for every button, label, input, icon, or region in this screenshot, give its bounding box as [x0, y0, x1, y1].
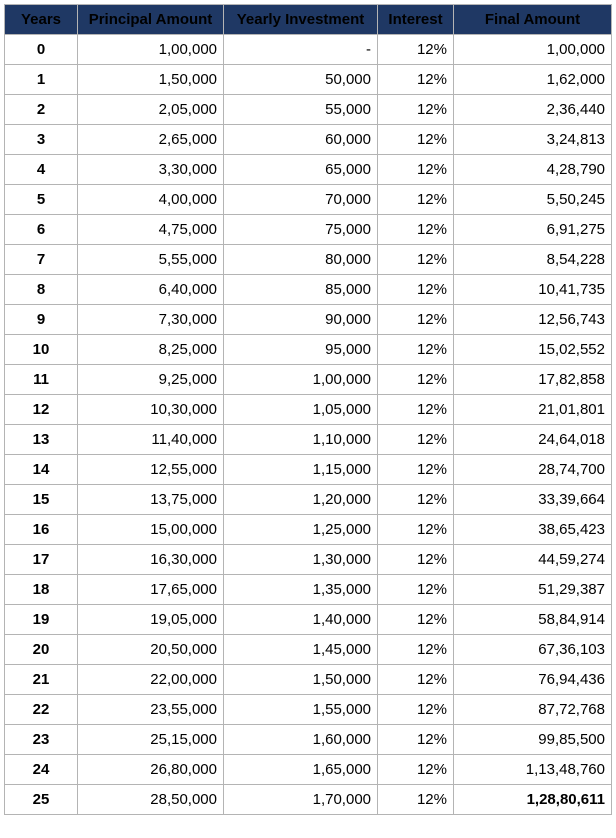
table-row [5, 125, 612, 155]
cell-year[interactable]: 20 [5, 635, 78, 665]
table-row [5, 455, 612, 485]
cell-principal-amount[interactable]: 4,00,000 [78, 185, 224, 215]
cell-final-amount[interactable]: 10,41,735 [454, 275, 612, 305]
cell-year[interactable]: 0 [5, 35, 78, 65]
table-row [5, 65, 612, 95]
cell-principal-amount[interactable]: 2,65,000 [78, 125, 224, 155]
cell-principal-amount[interactable]: 13,75,000 [78, 485, 224, 515]
cell-yearly-investment[interactable]: 1,50,000 [224, 665, 378, 695]
cell-interest[interactable]: 12% [378, 215, 454, 245]
cell-yearly-investment[interactable]: 1,05,000 [224, 395, 378, 425]
cell-final-amount[interactable]: 24,64,018 [454, 425, 612, 455]
cell-year[interactable]: 19 [5, 605, 78, 635]
cell-principal-amount[interactable]: 10,30,000 [78, 395, 224, 425]
header-row [5, 5, 612, 35]
cell-final-amount[interactable]: 87,72,768 [454, 695, 612, 725]
cell-year[interactable]: 16 [5, 515, 78, 545]
table-row [5, 395, 612, 425]
cell-final-amount[interactable]: 38,65,423 [454, 515, 612, 545]
header-principal-amount[interactable]: Principal Amount [78, 5, 224, 35]
cell-principal-amount[interactable]: 6,40,000 [78, 275, 224, 305]
cell-year[interactable]: 23 [5, 725, 78, 755]
header-yearly-investment[interactable]: Yearly Investment [224, 5, 378, 35]
cell-interest[interactable]: 12% [378, 485, 454, 515]
cell-principal-amount[interactable]: 26,80,000 [78, 755, 224, 785]
cell-principal-amount[interactable]: 3,30,000 [78, 155, 224, 185]
cell-principal-amount[interactable]: 5,55,000 [78, 245, 224, 275]
cell-final-amount[interactable]: 2,36,440 [454, 95, 612, 125]
cell-principal-amount[interactable]: 12,55,000 [78, 455, 224, 485]
cell-principal-amount[interactable]: 28,50,000 [78, 785, 224, 815]
cell-year[interactable]: 22 [5, 695, 78, 725]
cell-yearly-investment[interactable]: 95,000 [224, 335, 378, 365]
cell-year[interactable]: 1 [5, 65, 78, 95]
cell-principal-amount[interactable]: 19,05,000 [78, 605, 224, 635]
cell-principal-amount[interactable]: 22,00,000 [78, 665, 224, 695]
table-row [5, 545, 612, 575]
cell-final-amount[interactable]: 8,54,228 [454, 245, 612, 275]
cell-interest[interactable]: 12% [378, 665, 454, 695]
table-row [5, 725, 612, 755]
table-row [5, 215, 612, 245]
cell-yearly-investment[interactable]: 1,70,000 [224, 785, 378, 815]
table-row [5, 695, 612, 725]
cell-interest[interactable]: 12% [378, 785, 454, 815]
cell-yearly-investment[interactable]: 1,20,000 [224, 485, 378, 515]
table-row [5, 185, 612, 215]
cell-principal-amount[interactable]: 25,15,000 [78, 725, 224, 755]
cell-principal-amount[interactable]: 4,75,000 [78, 215, 224, 245]
cell-principal-amount[interactable]: 1,50,000 [78, 65, 224, 95]
cell-yearly-investment[interactable]: 1,15,000 [224, 455, 378, 485]
cell-final-amount[interactable]: 44,59,274 [454, 545, 612, 575]
cell-year[interactable]: 8 [5, 275, 78, 305]
cell-year[interactable]: 7 [5, 245, 78, 275]
table-row [5, 665, 612, 695]
cell-interest[interactable]: 12% [378, 305, 454, 335]
table-body [5, 35, 612, 815]
cell-principal-amount[interactable]: 16,30,000 [78, 545, 224, 575]
header-years[interactable]: Years [5, 5, 78, 35]
cell-final-amount[interactable]: 1,13,48,760 [454, 755, 612, 785]
cell-yearly-investment[interactable]: 75,000 [224, 215, 378, 245]
cell-yearly-investment[interactable]: 1,65,000 [224, 755, 378, 785]
cell-final-amount[interactable]: 1,28,80,611 [454, 785, 612, 815]
cell-year[interactable]: 12 [5, 395, 78, 425]
table-row [5, 335, 612, 365]
cell-year[interactable]: 2 [5, 95, 78, 125]
table-header [5, 5, 612, 35]
cell-year[interactable]: 6 [5, 215, 78, 245]
cell-final-amount[interactable]: 76,94,436 [454, 665, 612, 695]
cell-final-amount[interactable]: 17,82,858 [454, 365, 612, 395]
header-final-amount[interactable]: Final Amount [454, 5, 612, 35]
cell-year[interactable]: 17 [5, 545, 78, 575]
cell-principal-amount[interactable]: 9,25,000 [78, 365, 224, 395]
cell-yearly-investment[interactable]: 1,35,000 [224, 575, 378, 605]
cell-year[interactable]: 25 [5, 785, 78, 815]
cell-interest[interactable]: 12% [378, 725, 454, 755]
cell-final-amount[interactable]: 6,91,275 [454, 215, 612, 245]
table-row [5, 425, 612, 455]
cell-year[interactable]: 4 [5, 155, 78, 185]
cell-principal-amount[interactable]: 7,30,000 [78, 305, 224, 335]
cell-year[interactable]: 21 [5, 665, 78, 695]
cell-yearly-investment[interactable]: 85,000 [224, 275, 378, 305]
cell-principal-amount[interactable]: 17,65,000 [78, 575, 224, 605]
cell-interest[interactable]: 12% [378, 515, 454, 545]
cell-interest[interactable]: 12% [378, 185, 454, 215]
cell-interest[interactable]: 12% [378, 545, 454, 575]
cell-final-amount[interactable]: 51,29,387 [454, 575, 612, 605]
table-row [5, 245, 612, 275]
cell-yearly-investment[interactable]: 1,25,000 [224, 515, 378, 545]
table-row [5, 485, 612, 515]
cell-yearly-investment[interactable]: 1,55,000 [224, 695, 378, 725]
cell-principal-amount[interactable]: 23,55,000 [78, 695, 224, 725]
cell-final-amount[interactable]: 33,39,664 [454, 485, 612, 515]
table-row [5, 275, 612, 305]
cell-yearly-investment[interactable]: 1,45,000 [224, 635, 378, 665]
table-row [5, 365, 612, 395]
cell-principal-amount[interactable]: 2,05,000 [78, 95, 224, 125]
cell-final-amount[interactable]: 99,85,500 [454, 725, 612, 755]
cell-interest[interactable]: 12% [378, 635, 454, 665]
table-row [5, 515, 612, 545]
cell-interest[interactable]: 12% [378, 125, 454, 155]
cell-final-amount[interactable]: 15,02,552 [454, 335, 612, 365]
cell-final-amount[interactable]: 4,28,790 [454, 155, 612, 185]
cell-yearly-investment[interactable]: 90,000 [224, 305, 378, 335]
header-interest[interactable]: Interest [378, 5, 454, 35]
cell-yearly-investment[interactable]: 50,000 [224, 65, 378, 95]
cell-principal-amount[interactable]: 1,00,000 [78, 35, 224, 65]
table-row [5, 605, 612, 635]
table-row [5, 635, 612, 665]
cell-interest[interactable]: 12% [378, 605, 454, 635]
cell-yearly-investment[interactable]: 1,30,000 [224, 545, 378, 575]
cell-year[interactable]: 18 [5, 575, 78, 605]
cell-principal-amount[interactable]: 20,50,000 [78, 635, 224, 665]
cell-year[interactable]: 14 [5, 455, 78, 485]
cell-final-amount[interactable]: 12,56,743 [454, 305, 612, 335]
cell-yearly-investment[interactable]: 60,000 [224, 125, 378, 155]
cell-interest[interactable]: 12% [378, 695, 454, 725]
cell-interest[interactable]: 12% [378, 575, 454, 605]
cell-yearly-investment[interactable]: 55,000 [224, 95, 378, 125]
cell-final-amount[interactable]: 3,24,813 [454, 125, 612, 155]
cell-yearly-investment[interactable]: 65,000 [224, 155, 378, 185]
cell-interest[interactable]: 12% [378, 365, 454, 395]
cell-yearly-investment[interactable]: 1,10,000 [224, 425, 378, 455]
table-row [5, 155, 612, 185]
cell-interest[interactable]: 12% [378, 425, 454, 455]
cell-yearly-investment[interactable]: - [224, 35, 378, 65]
cell-yearly-investment[interactable]: 80,000 [224, 245, 378, 275]
cell-year[interactable]: 13 [5, 425, 78, 455]
cell-year[interactable]: 5 [5, 185, 78, 215]
table-row [5, 785, 612, 815]
spreadsheet-sheet [4, 4, 612, 815]
cell-interest[interactable]: 12% [378, 395, 454, 425]
cell-interest[interactable]: 12% [378, 35, 454, 65]
cell-final-amount[interactable]: 21,01,801 [454, 395, 612, 425]
cell-yearly-investment[interactable]: 1,60,000 [224, 725, 378, 755]
table-row [5, 95, 612, 125]
cell-interest[interactable]: 12% [378, 275, 454, 305]
table-row [5, 575, 612, 605]
cell-interest[interactable]: 12% [378, 755, 454, 785]
cell-year[interactable]: 10 [5, 335, 78, 365]
table-row [5, 305, 612, 335]
cell-year[interactable]: 9 [5, 305, 78, 335]
cell-yearly-investment[interactable]: 1,40,000 [224, 605, 378, 635]
table-row [5, 755, 612, 785]
cell-principal-amount[interactable]: 15,00,000 [78, 515, 224, 545]
cell-final-amount[interactable]: 67,36,103 [454, 635, 612, 665]
cell-final-amount[interactable]: 28,74,700 [454, 455, 612, 485]
cell-interest[interactable]: 12% [378, 65, 454, 95]
cell-yearly-investment[interactable]: 1,00,000 [224, 365, 378, 395]
cell-year[interactable]: 24 [5, 755, 78, 785]
table-row [5, 35, 612, 65]
cell-year[interactable]: 15 [5, 485, 78, 515]
cell-principal-amount[interactable]: 8,25,000 [78, 335, 224, 365]
cell-yearly-investment[interactable]: 70,000 [224, 185, 378, 215]
cell-principal-amount[interactable]: 11,40,000 [78, 425, 224, 455]
cell-final-amount[interactable]: 58,84,914 [454, 605, 612, 635]
cell-year[interactable]: 11 [5, 365, 78, 395]
cell-year[interactable]: 3 [5, 125, 78, 155]
cell-final-amount[interactable]: 5,50,245 [454, 185, 612, 215]
cell-final-amount[interactable]: 1,62,000 [454, 65, 612, 95]
cell-interest[interactable]: 12% [378, 155, 454, 185]
cell-interest[interactable]: 12% [378, 95, 454, 125]
cell-interest[interactable]: 12% [378, 245, 454, 275]
investment-table [4, 4, 612, 815]
cell-final-amount[interactable]: 1,00,000 [454, 35, 612, 65]
cell-interest[interactable]: 12% [378, 335, 454, 365]
cell-interest[interactable]: 12% [378, 455, 454, 485]
